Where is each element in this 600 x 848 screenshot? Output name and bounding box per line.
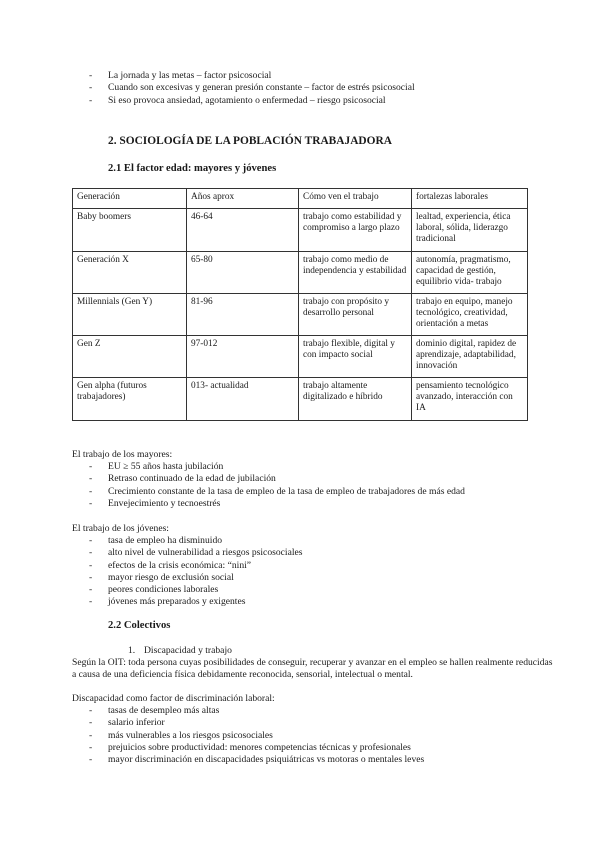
table-cell: lealtad, experiencia, ética laboral, sólida, liderazgo tradicional [412,209,528,252]
list-item: - Si eso provoca ansiedad, agotamiento o enfermedad – riesgo psicosocial [108,95,415,107]
table-cell: Generación X [73,252,187,294]
list-item: - Envejecimiento y tecnoestrés [108,498,465,510]
section-heading: 2. SOCIOLOGÍA DE LA POBLACIÓN TRABAJADORA [108,135,392,147]
table-row [73,209,528,252]
list-item: - prejuicios sobre productividad: menores competencias técnicas y profesionales [108,742,424,754]
table-row [73,252,528,294]
list-item: - efectos de la crisis económica: “nini” [108,560,302,572]
older-workers-list [108,461,465,510]
table-header-cell: Cómo ven el trabajo [299,189,412,209]
table-cell: trabajo en equipo, manejo tecnológico, creatividad, orientación a metas [412,294,528,336]
generations-table [72,188,528,421]
list-item: - alto nivel de vulnerabilidad a riesgos psicosociales [108,547,302,559]
list-item: - Crecimiento constante de la tasa de empleo de la tasa de empleo de trabajadores de más edad [108,486,465,498]
young-workers-list [108,535,302,609]
table-cell: 013- actualidad [187,378,299,421]
table-cell: 46-64 [187,209,299,252]
list-item: - salario inferior [108,717,424,729]
disability-list [108,705,424,766]
table-cell: trabajo como estabilidad y compromiso a largo plazo [299,209,412,252]
table-header-cell: Generación [73,189,187,209]
numbered-heading [128,645,232,656]
table-cell: autonomía, pragmatismo, capacidad de gestión, equilibrio vida- trabajo [412,252,528,294]
numbered-heading-number: 1. [128,645,136,656]
table-cell: Gen Z [73,336,187,378]
table-header-cell: fortalezas laborales [412,189,528,209]
table-header-cell: Años aprox [187,189,299,209]
table-row [73,378,528,421]
list-item: - mayor riesgo de exclusión social [108,572,302,584]
list-item: - jóvenes más preparados y exigentes [108,596,302,608]
table-cell: trabajo como medio de independencia y estabilidad [299,252,412,294]
table-cell: trabajo flexible, digital y con impacto social [299,336,412,378]
table-cell: Millennials (Gen Y) [73,294,187,336]
subsection-heading-groups: 2.2 Colectivos [108,620,171,631]
list-item: - Retraso continuado de la edad de jubilación [108,473,465,485]
disability-intro: Discapacidad como factor de discriminación laboral: [72,693,275,704]
young-workers-intro: El trabajo de los jóvenes: [72,523,169,534]
oit-definition-line: Según la OIT: toda persona cuyas posibilidades de conseguir, recuperar y avanzar en el empleo se hallen realmente reducidas [72,657,553,668]
list-item: - tasas de desempleo más altas [108,705,424,717]
table-cell: dominio digital, rapidez de aprendizaje, adaptabilidad, innovación [412,336,528,378]
table-cell: Baby boomers [73,209,187,252]
table-cell: 81-96 [187,294,299,336]
table-cell: trabajo con propósito y desarrollo personal [299,294,412,336]
table-cell: Gen alpha (futuros trabajadores) [73,378,187,421]
table-cell: 97-012 [187,336,299,378]
numbered-heading-text: Discapacidad y trabajo [144,645,232,656]
older-workers-intro: El trabajo de los mayores: [72,449,173,460]
list-item: - La jornada y las metas – factor psicosocial [108,70,415,82]
intro-bullet-list [108,70,415,107]
list-item: - tasa de empleo ha disminuido [108,535,302,547]
list-item: - peores condiciones laborales [108,584,302,596]
list-item: - EU ≥ 55 años hasta jubilación [108,461,465,473]
subsection-heading-age: 2.1 El factor edad: mayores y jóvenes [108,163,277,174]
list-item: - más vulnerables a los riesgos psicosociales [108,730,424,742]
list-item: - Cuando son excesivas y generan presión constante – factor de estrés psicosocial [108,82,415,94]
table-cell: pensamiento tecnológico avanzado, interacción con IA [412,378,528,421]
table-row [73,336,528,378]
table-cell: trabajo altamente digitalizado e híbrido [299,378,412,421]
table-row [73,294,528,336]
table-cell: 65-80 [187,252,299,294]
oit-definition-line: a causa de una deficiencia física debidamente reconocida, sensorial, intelectual o mental. [72,669,413,680]
table-header-row [73,189,528,209]
list-item: - mayor discriminación en discapacidades psiquiátricas vs motoras o mentales leves [108,754,424,766]
